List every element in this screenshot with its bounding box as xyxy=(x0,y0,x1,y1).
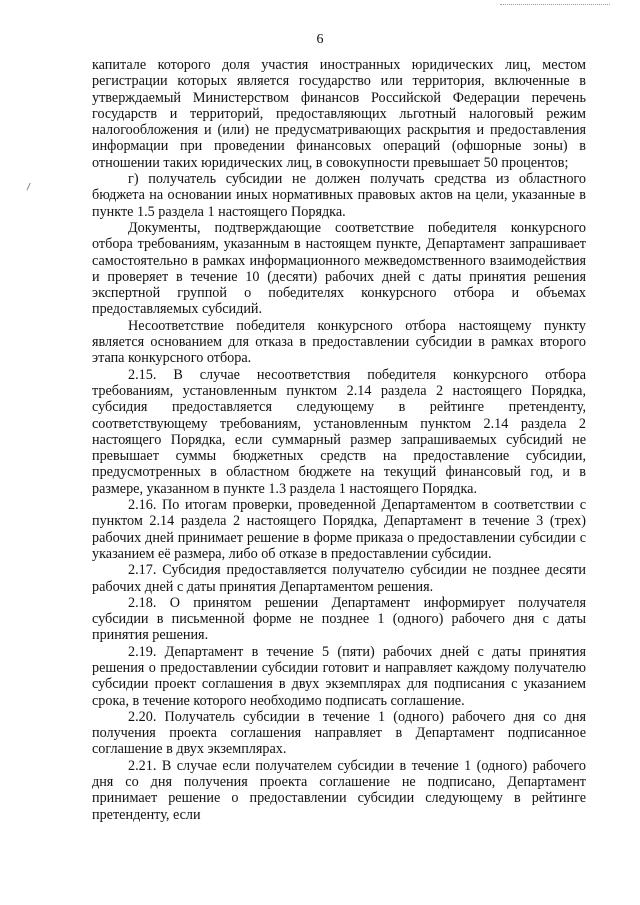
paragraph-2-19: 2.19. Департамент в течение 5 (пяти) рабочих дней с даты принятия решения о предоставлении субсидии готовит и направляет каждому получателю субсидии проект соглашения в двух экземплярах для подписания с указанием срока, в течение которого необходимо подписать соглашение. xyxy=(92,643,586,709)
document-body xyxy=(92,57,586,823)
scan-mark-side xyxy=(26,183,32,192)
paragraph-offshore-continuation: капитале которого доля участия иностранных юридических лиц, местом регистрации которых является государство или территория, включенные в утверждаемый Министерством финансов Российской Федерации перечень государств и территорий, предоставляющих льготный налоговый режим налогообложения и (или) не предусматривающих раскрытия и предоставления информации при проведении финансовых операций (офшорные зоны) в отношении таких юридических лиц, в совокупности превышает 50 процентов; xyxy=(92,57,586,171)
paragraph-2-20: 2.20. Получатель субсидии в течение 1 (одного) рабочего дня со дня получения проекта соглашения направляет в Департамент подписанное соглашение в двух экземплярах. xyxy=(92,708,586,758)
paragraph-item-g: г) получатель субсидии не должен получать средства из областного бюджета на основании иных нормативных правовых актов на цели, указанные в пункте 1.5 раздела 1 настоящего Порядка. xyxy=(92,171,586,220)
page-number: 6 xyxy=(316,32,324,47)
paragraph-noncompliance: Несоответствие победителя конкурсного отбора настоящему пункту является основанием для отказа в предоставлении субсидии в рамках второго этапа конкурсного отбора. xyxy=(92,317,586,367)
paragraph-documents: Документы, подтверждающие соответствие победителя конкурсного отбора требованиям, указанным в настоящем пункте, Департамент запрашивает самостоятельно в рамках информационного межведомственного взаимодействия и проверяет в течение 10 (десяти) рабочих дней с даты принятия решения экспертной группой о победителях конкурсного отбора и объемах предоставляемых субсидий. xyxy=(92,219,586,318)
paragraph-2-17: 2.17. Субсидия предоставляется получателю субсидии не позднее десяти рабочих дней с даты принятия Департаментом решения. xyxy=(92,562,586,595)
scan-mark-top xyxy=(500,4,610,6)
paragraph-2-15: 2.15. В случае несоответствия победителя конкурсного отбора требованиям, установленным пунктом 2.14 раздела 2 настоящего Порядка, субсидия предоставляется следующему в рейтинге претенденту, соответствующему требованиям, установленным пунктом 2.14 раздела 2 настоящего Порядка, если суммарный размер запрашиваемых субсидий не превышает суммы бюджетных средств на предоставление субсидии, предусмотренных в областном бюджете на текущий финансовый год, и в размере, указанном в пункте 1.3 раздела 1 настоящего Порядка. xyxy=(92,366,586,497)
paragraph-2-21: 2.21. В случае если получателем субсидии в течение 1 (одного) рабочего дня со дня получения проекта соглашение не подписано, Департамент принимает решение о предоставлении субсидии следующему в рейтинге претенденту, если xyxy=(92,757,586,823)
paragraph-2-16: 2.16. По итогам проверки, проведенной Департаментом в соответствии с пунктом 2.14 раздела 2 настоящего Порядка, Департамент в течение 3 (трех) рабочих дней принимает решение в форме приказа о предоставлении субсидии с указанием её размера, либо об отказе в предоставлении субсидии. xyxy=(92,497,586,562)
paragraph-2-18: 2.18. О принятом решении Департамент информирует получателя субсидии в письменной форме не позднее 1 (одного) рабочего дня с даты принятия решения. xyxy=(92,594,586,644)
